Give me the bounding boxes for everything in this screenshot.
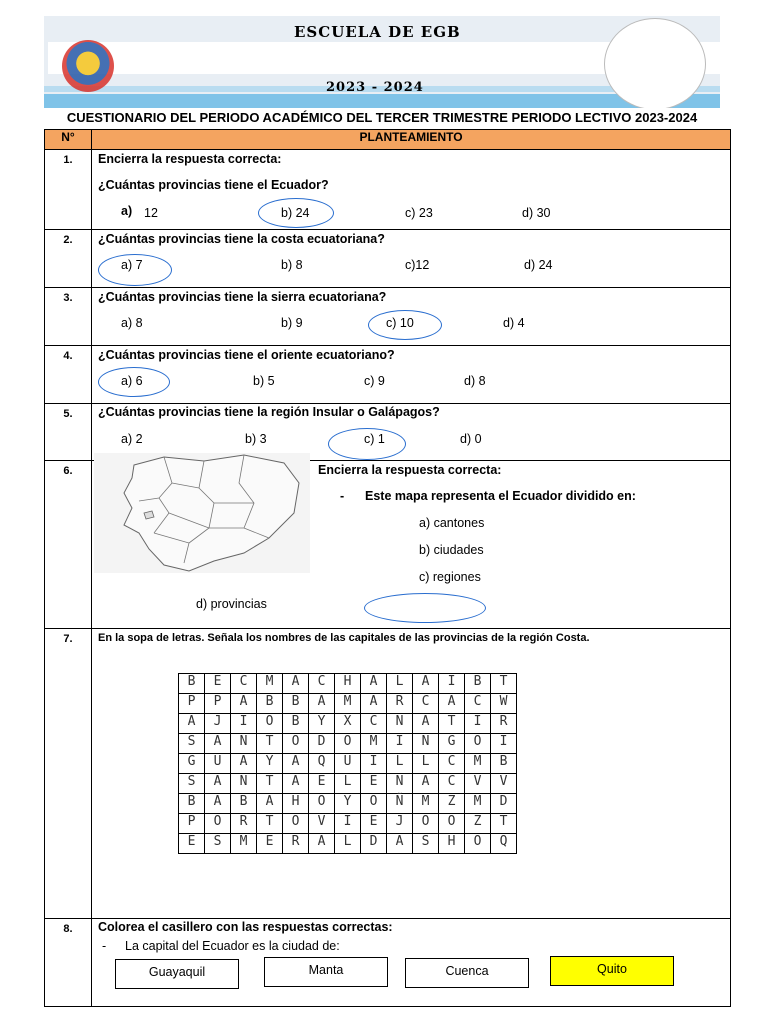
question-cell [92,629,731,919]
grid-letter[interactable]: W [491,694,517,714]
question-text: Este mapa representa el Ecuador dividido en: [365,489,636,503]
option: d) 0 [460,432,482,446]
question-text: ¿Cuántas provincias tiene la región Insular o Galápagos? [98,405,440,419]
question-number: 1. [45,150,92,230]
grid-letter[interactable]: D [309,734,335,754]
grid-letter[interactable]: R [491,714,517,734]
school-years: 2023 - 2024 [326,80,424,95]
question-cell [92,461,731,629]
option: a) cantones [419,516,485,530]
grid-letter[interactable]: V [491,774,517,794]
answer-box-guayaquil[interactable]: Guayaquil [115,959,239,989]
header-banner [44,16,720,108]
grid-letter[interactable]: T [439,714,465,734]
grid-row [179,714,517,734]
question-number: 5. [45,404,92,461]
answer-box-manta[interactable]: Manta [264,957,388,987]
question-subtext: La capital del Ecuador es la ciudad de: [125,939,340,953]
grid-letter[interactable]: A [361,694,387,714]
grid-letter[interactable]: M [361,734,387,754]
grid-letter[interactable]: M [413,794,439,814]
answer-circle [364,593,486,623]
grid-letter[interactable]: M [335,694,361,714]
grid-letter[interactable]: I [361,754,387,774]
grid-letter[interactable]: H [283,794,309,814]
grid-letter[interactable]: I [465,714,491,734]
grid-letter[interactable]: I [439,674,465,694]
question-number: 8. [45,919,92,1007]
grid-row [179,754,517,774]
grid-letter[interactable]: Z [465,814,491,834]
grid-row [179,834,517,854]
grid-letter[interactable]: J [205,714,231,734]
option: c) regiones [419,570,481,584]
option: a) 6 [121,374,143,388]
grid-letter[interactable]: E [309,774,335,794]
grid-letter[interactable]: I [491,734,517,754]
grid-letter[interactable]: R [387,694,413,714]
grid-letter[interactable]: C [361,714,387,734]
grid-letter[interactable]: D [361,834,387,854]
grid-letter[interactable]: N [387,774,413,794]
grid-letter[interactable]: Y [257,754,283,774]
grid-letter[interactable]: O [205,814,231,834]
table-row [45,346,731,404]
grid-letter[interactable]: A [179,714,205,734]
grid-letter[interactable]: B [283,694,309,714]
grid-letter[interactable]: R [283,834,309,854]
question-number: 6. [45,461,92,629]
grid-letter[interactable]: Y [335,794,361,814]
option: c) 23 [405,206,433,220]
grid-letter[interactable]: O [465,734,491,754]
grid-letter[interactable]: V [465,774,491,794]
table-row [45,461,731,629]
bullet-dash: - [102,939,107,953]
grid-letter[interactable]: L [335,774,361,794]
grid-letter[interactable]: A [283,754,309,774]
option: d) provincias [196,597,267,611]
grid-letter[interactable]: C [439,774,465,794]
grid-letter[interactable]: S [205,834,231,854]
grid-letter[interactable]: O [309,794,335,814]
question-number: 3. [45,288,92,346]
grid-letter[interactable]: A [439,694,465,714]
option: d) 30 [522,206,551,220]
grid-letter[interactable]: A [283,774,309,794]
grid-letter[interactable]: C [309,674,335,694]
grid-letter[interactable]: R [231,814,257,834]
grid-letter[interactable]: U [205,754,231,774]
option: b) 24 [281,206,310,220]
grid-letter[interactable]: E [179,834,205,854]
question-number: 4. [45,346,92,404]
grid-letter[interactable]: O [439,814,465,834]
grid-letter[interactable]: C [231,674,257,694]
grid-letter[interactable]: Q [309,754,335,774]
grid-letter[interactable]: L [387,674,413,694]
grid-letter[interactable]: E [361,774,387,794]
grid-letter[interactable]: A [387,834,413,854]
option: b) 8 [281,258,303,272]
grid-letter[interactable]: V [309,814,335,834]
grid-letter[interactable]: S [413,834,439,854]
ecuador-map [94,453,310,573]
answer-box-cuenca[interactable]: Cuenca [405,958,529,988]
table-row [45,230,731,288]
option: d) 8 [464,374,486,388]
grid-letter[interactable]: I [387,734,413,754]
grid-letter[interactable]: A [231,754,257,774]
grid-row [179,814,517,834]
grid-letter[interactable]: P [179,694,205,714]
question-instruction: Encierra la respuesta correcta: [318,463,502,477]
table-row [45,629,731,919]
grid-letter[interactable]: G [179,754,205,774]
grid-row [179,794,517,814]
grid-letter[interactable]: S [179,774,205,794]
option: a) 7 [121,258,143,272]
option: b) ciudades [419,543,484,557]
grid-letter[interactable]: Y [309,714,335,734]
grid-letter[interactable]: T [257,774,283,794]
bullet-dash: - [340,489,345,503]
grid-letter[interactable]: B [491,754,517,774]
table-row [45,404,731,461]
grid-letter[interactable]: J [387,814,413,834]
grid-letter[interactable]: N [387,714,413,734]
grid-letter[interactable]: T [257,734,283,754]
grid-letter[interactable]: A [413,674,439,694]
grid-letter[interactable]: N [231,774,257,794]
page-title: CUESTIONARIO DEL PERIODO ACADÉMICO DEL TERCER TRIMESTRE PERIODO LECTIVO 2023-2024 [66,110,698,125]
school-seal-icon [604,18,706,108]
option: c) 9 [364,374,385,388]
question-text: ¿Cuántas provincias tiene el oriente ecuatoriano? [98,348,395,362]
question-number: 2. [45,230,92,288]
answer-circle [258,198,334,228]
table-row [45,150,731,230]
option: b) 3 [245,432,267,446]
option: b) 5 [253,374,275,388]
grid-letter[interactable]: O [283,734,309,754]
question-cell [92,230,731,288]
question-text: ¿Cuántas provincias tiene el Ecuador? [98,178,329,192]
grid-letter[interactable]: A [309,834,335,854]
question-cell [92,404,731,461]
grid-letter[interactable]: A [205,794,231,814]
word-search-grid [178,673,517,854]
table-row [45,288,731,346]
grid-letter[interactable]: A [413,774,439,794]
grid-letter[interactable]: O [361,794,387,814]
grid-letter[interactable]: B [465,674,491,694]
grid-letter[interactable]: B [179,794,205,814]
grid-letter[interactable]: I [335,814,361,834]
grid-letter[interactable]: T [491,674,517,694]
grid-letter[interactable]: B [231,794,257,814]
grid-letter[interactable]: M [465,794,491,814]
table-row [45,919,731,1007]
question-text: ¿Cuántas provincias tiene la costa ecuatoriana? [98,232,385,246]
grid-letter[interactable]: A [231,694,257,714]
grid-letter[interactable]: S [179,734,205,754]
grid-letter[interactable]: B [283,714,309,734]
grid-letter[interactable]: L [413,754,439,774]
ministry-logo-icon [62,40,114,92]
grid-letter[interactable]: O [465,834,491,854]
grid-letter[interactable]: E [205,674,231,694]
grid-letter[interactable]: O [257,714,283,734]
grid-letter[interactable]: A [205,734,231,754]
grid-row [179,694,517,714]
grid-letter[interactable]: P [179,814,205,834]
grid-letter[interactable]: A [413,714,439,734]
answer-circle [98,254,172,286]
grid-letter[interactable]: C [465,694,491,714]
grid-letter[interactable]: P [205,694,231,714]
question-cell [92,919,731,1007]
option: 12 [144,206,158,220]
grid-letter[interactable]: T [491,814,517,834]
ecuador-map-icon [94,453,310,573]
grid-letter[interactable]: B [179,674,205,694]
grid-letter[interactable]: L [335,834,361,854]
option-letter: a) [121,204,133,218]
option: d) 24 [524,258,553,272]
school-name: ESCUELA DE EGB [294,23,461,41]
grid-letter[interactable]: I [231,714,257,734]
grid-letter[interactable]: Z [439,794,465,814]
option: c) 1 [364,432,385,446]
grid-row [179,674,517,694]
question-text: En la sopa de letras. Señala los nombres de las capitales de las provincias de la región Costa. [98,632,590,644]
grid-letter[interactable]: A [361,674,387,694]
col-header-num: N° [45,130,92,150]
question-cell [92,346,731,404]
grid-letter[interactable]: M [257,674,283,694]
questionnaire-table [44,129,731,1007]
grid-letter[interactable]: X [335,714,361,734]
question-number: 7. [45,629,92,919]
grid-letter[interactable]: N [231,734,257,754]
answer-circle [328,428,406,460]
grid-letter[interactable]: A [283,674,309,694]
grid-letter[interactable]: G [439,734,465,754]
grid-letter[interactable]: Q [491,834,517,854]
grid-letter[interactable]: O [335,734,361,754]
grid-letter[interactable]: A [309,694,335,714]
grid-letter[interactable]: C [439,754,465,774]
grid-letter[interactable]: T [257,814,283,834]
grid-letter[interactable]: N [413,734,439,754]
grid-letter[interactable]: D [491,794,517,814]
grid-letter[interactable]: Ñ [387,794,413,814]
grid-row [179,734,517,754]
grid-letter[interactable]: A [205,774,231,794]
grid-letter[interactable]: E [361,814,387,834]
option: c)12 [405,258,430,272]
question-cell [92,288,731,346]
answer-circle [98,367,170,397]
answer-box-quito[interactable]: Quito [550,956,674,986]
grid-letter[interactable]: M [231,834,257,854]
grid-letter[interactable]: E [257,834,283,854]
option: d) 4 [503,316,525,330]
option: a) 2 [121,432,143,446]
question-instruction: Encierra la respuesta correcta: [98,152,282,166]
question-text: Colorea el casillero con las respuestas correctas: [98,920,393,934]
grid-letter[interactable]: U [335,754,361,774]
option: b) 9 [281,316,303,330]
grid-letter[interactable]: H [439,834,465,854]
option: c) 10 [386,316,414,330]
question-text: ¿Cuántas provincias tiene la sierra ecuatoriana? [98,290,387,304]
grid-letter[interactable]: B [257,694,283,714]
grid-letter[interactable]: A [257,794,283,814]
grid-letter[interactable]: H [335,674,361,694]
option: a) 8 [121,316,143,330]
question-cell [92,150,731,230]
col-header-main: PLANTEAMIENTO [92,130,731,150]
grid-letter[interactable]: C [413,694,439,714]
grid-letter[interactable]: O [413,814,439,834]
grid-letter[interactable]: M [465,754,491,774]
grid-letter[interactable]: O [283,814,309,834]
grid-letter[interactable]: L [387,754,413,774]
answer-circle [368,310,442,340]
grid-row [179,774,517,794]
